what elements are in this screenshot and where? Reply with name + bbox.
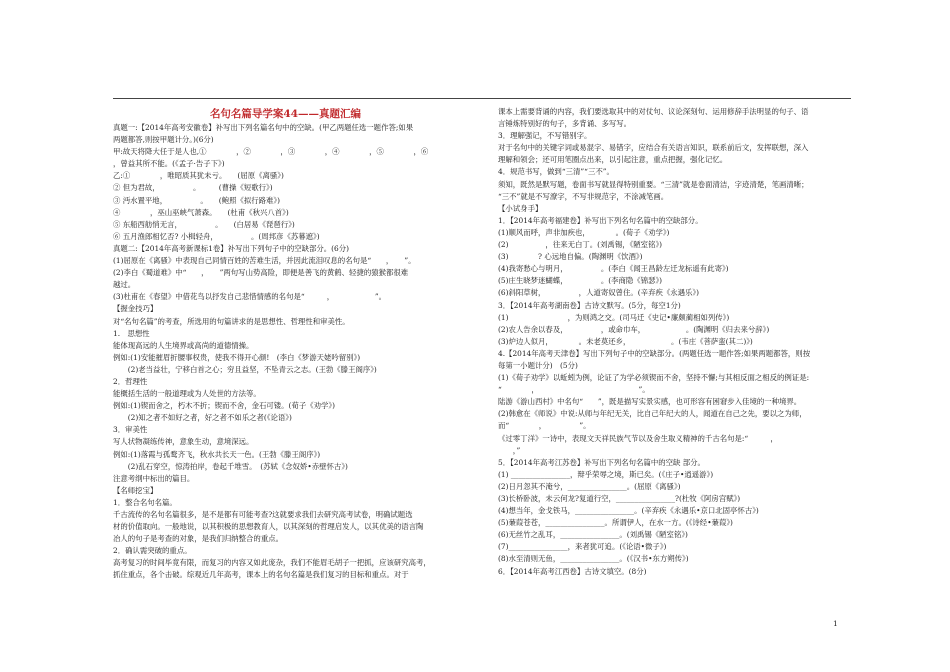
text-line: 2．确认需突破的重点。 bbox=[113, 546, 192, 556]
text-line: 对于名句中的关键字词或易混字、易错字，应结合有关语言知识，联系前后文，发挥联想，深入 bbox=[498, 143, 809, 153]
right-lines bbox=[498, 106, 853, 578]
page-number: 1 bbox=[833, 619, 838, 628]
text-line: 陆游《游山西村》中名句“ ”，既是描写实景实感，也可形容有困窘步入佳境的一种境界。 bbox=[498, 397, 802, 407]
text-line: “三不”就是不写潦字，不写非规范字，不涂减笔画。 bbox=[498, 191, 669, 201]
text-line: (3)杜甫在《春望》中借花鸟以抒发自己悲惜情感的名句是“ ， ”。 bbox=[113, 292, 387, 302]
text-line: 6．【2014年高考江西卷】古诗文填空。(8分) bbox=[498, 566, 647, 576]
text-line: 3．【2014年高考湖南卷】古诗文默写。(5分，每空1分) bbox=[498, 300, 681, 310]
text-line: 写人状物凝练传神，意象生动，意境深远。 bbox=[113, 437, 254, 447]
text-line: (3) ? 心远地自偏。(陶渊明《饮酒》) bbox=[498, 252, 643, 262]
text-line: (3)长桥卧波，未云何龙?复道行空，________________?(杜牧《阿房宫赋》) bbox=[498, 494, 741, 503]
text-line: 4．规范书写，做到“三清”“三不”。 bbox=[498, 167, 614, 177]
text-line: 抓住重点，各个击破。综观近几年高考，课本上的名句名篇是我们复习的目标和重点。对于 bbox=[113, 570, 409, 580]
text-line: 两题都答,则按甲题计分。)(6分) bbox=[113, 135, 214, 145]
text-line: ⑥ 五月渔郎相忆否? 小楫轻舟， 。(周邦彦《苏幕遮》) bbox=[113, 231, 320, 241]
text-line: (8)水至清则无鱼，________________。(《汉书•东方朔传》) bbox=[498, 554, 689, 564]
text-line: ，” bbox=[498, 445, 521, 455]
text-line: 高考复习的时间毕竟有限，而复习的内容又如此庞杂，我们不能眉毛胡子一把抓，应该研究高考， bbox=[113, 558, 431, 568]
text-line: 千古流传的名句名篇很多，是不是都有可能考查?这就要求我们去研究高考试卷，明确试题选 bbox=[113, 510, 413, 519]
text-line: 乙:① ，唯昭质其犹未亏。 (屈原《离骚》) bbox=[113, 171, 284, 181]
text-line: 1．【2014年高考福建卷】补写出下列名句名篇中的空缺部分。 bbox=[498, 215, 703, 225]
text-line: (4)想当年，金戈铁马，________________。(辛弃疾《永遇乐•京口北固亭怀古》) bbox=[498, 506, 759, 516]
text-line: (7)________________，来者犹可追。(《论语•微子》) bbox=[498, 542, 667, 552]
text-line: 2．哲理性 bbox=[113, 376, 148, 386]
text-line: ② 但为君故， 。 (曹操《短歌行》) bbox=[113, 183, 273, 193]
text-line: 课本上需要背诵的内容，我们要选取其中的对仗句、议论深刻句、运用修辞手法明显的句子、语 bbox=[498, 107, 809, 116]
text-line: 4.【2014年高考天津卷】写出下列句子中的空缺部分。(两题任选一题作答;如果两题都答，则按 bbox=[498, 348, 811, 358]
text-line: (6)无丝竹之乱耳，________________。(刘禹锡《陋室铭》) bbox=[498, 530, 688, 540]
text-line: 须知，既然是默写题，卷面书写就显得特别重要。“三清”就是卷面清洁，字迹清楚，笔画清晰； bbox=[498, 179, 809, 189]
text-line: (5)庄生晓梦迷蝴蝶， 。(李商隐《锦瑟》) bbox=[498, 276, 663, 286]
text-line: (1)屈原在《离骚》中表现自己同情百姓的苦难生活，并因此流泪叹息的名句是“ ， ”。 bbox=[113, 256, 416, 266]
text-line: 例如:(1)安能摧眉折腰事权贵，使我不得开心颜! (李白《梦游天姥吟留别》) bbox=[113, 352, 361, 362]
document-title: 名句名篇导学案44——真题汇编 bbox=[209, 108, 362, 120]
text-line: 真题一:【2014年高考安徽卷】补写出下列名篇名句中的空缺。(甲乙两题任选一题作答;如果 bbox=[113, 123, 414, 132]
text-line: 《过零丁洋》一诗中，表现文天祥民族气节以及舍生取义精神的千古名句是:“ ， bbox=[498, 433, 778, 443]
text-line: 注意考纲中标出的篇目。 bbox=[113, 473, 195, 483]
text-line: (2)农人告余以春及， ，或命巾车， 。(陶渊明《归去来兮辞》) bbox=[498, 324, 770, 334]
text-line: (2) ，往来无白丁。(刘禹锡，《陋室铭》) bbox=[498, 240, 663, 250]
text-line: (2)老当益壮，宁移白首之心；穷且益坚，不坠青云之志。(王勃《滕王阁序》) bbox=[113, 364, 377, 374]
text-line: (1)《荀子劝学》以蚯蚓为例，论证了为学必须锲而不舍，坚持不懈;与其相反面之相反的例证是: bbox=[498, 373, 810, 383]
text-line: 能概括生活的一般道理或为人处世的方法等。 bbox=[113, 389, 261, 399]
text-line: 每第一小题计分) (5分) bbox=[498, 360, 578, 370]
text-line: (1) ________________，辩乎荣辱之境，斯已矣。(《庄子•逍遥游》) bbox=[498, 469, 714, 479]
text-line: 理解和领会；还可用笔圈点出来，以引起注意，重点把握，强化记忆。 bbox=[498, 155, 728, 165]
text-line: 1．整合名句名篇。 bbox=[113, 497, 177, 507]
text-line: 材的价值取向。一般地说，以其积极的思想教育人，以其深刻的哲理启发人，以其优美的语言陶 bbox=[113, 522, 424, 532]
text-line: (2)乱石穿空，惊涛拍岸，卷起千堆雪。 (苏轼《念奴娇•赤壁怀古》) bbox=[113, 461, 348, 471]
text-line: 对“名句名篇”的考查，所选用的句篇讲求的是思想性、哲理性和审美性。 bbox=[113, 316, 350, 326]
text-line: ③ 沔水置平地， 。 (鲍照《拟行路难》) bbox=[113, 195, 281, 205]
text-line: ，曾益其所不能。(《孟子·告子下》) bbox=[113, 159, 225, 169]
text-line: (5)蒹葭苍苍，________________。所谓伊人，在水一方。(《诗经•蒹葭》) bbox=[498, 518, 733, 528]
text-line: 甲:故天将降大任于是人也,① ，② ，③ ，④ ，⑤ ，⑥ bbox=[113, 147, 429, 157]
text-line: 【名师挖宝】 bbox=[113, 485, 158, 495]
text-line: 能体现高远的人生境界或高尚的道德情操。 bbox=[113, 340, 254, 350]
text-line: (1)顺风而呼，声非加疾也， 。(荀子《劝学》) bbox=[498, 227, 670, 237]
left-column bbox=[113, 106, 458, 582]
text-line: 1. 思想性 bbox=[113, 328, 150, 338]
left-lines bbox=[113, 122, 458, 582]
right-column bbox=[498, 106, 853, 578]
text-line: 3．审美性 bbox=[113, 425, 148, 435]
text-line: (4)我寄愁心与明月， 。(李白《闻王昌龄左迁龙标遥有此寄》) bbox=[498, 264, 729, 274]
text-line: 【小试身手】 bbox=[498, 203, 543, 213]
text-line: (2)日月忽其不淹兮，________________。(屈原《离骚》) bbox=[498, 481, 681, 491]
text-line: 冶人的句子是考查的对象，是我们归纳整合的重点。 bbox=[113, 534, 283, 544]
text-line: 言锤炼特别好的句子，多背诵、多写写。 bbox=[498, 119, 632, 129]
text-line: ⑤ 东船西舫悄无言， 。 (白居易《琵琶行》) bbox=[113, 219, 295, 229]
text-line: (6)斜阳草树， ，人道寄奴曾住。(辛弃疾《永遇乐》) bbox=[498, 288, 699, 298]
text-line: (2)李白《蜀道难》中“ ， ”两句写山势高险，即便是善飞的黄鹤、轻捷的猿猴都很难 bbox=[113, 268, 409, 278]
text-line: 【握金技巧】 bbox=[113, 304, 158, 314]
text-line: 例如:(1)落霞与孤鹜齐飞，秋水共长天一色。(王勃《滕王阁序》) bbox=[113, 449, 321, 459]
text-line: 真题二:【2014年高考新课标1卷】补写出下列句子中的空缺部分。(6分) bbox=[113, 243, 350, 253]
text-line: 3．理解强记，不写错别字。 bbox=[498, 131, 592, 141]
text-line: (2)知之者不如好之者，好之者不如乐之者(《论语》) bbox=[113, 413, 292, 423]
text-line: (2)韩愈在《师说》中说:从师与年纪无关，比自己年纪大的人，闻道在自己之先，要以之为师， bbox=[498, 409, 807, 419]
text-line: 5．【2014年高考江苏卷】补写出下列名句名篇中的空缺 部分。 bbox=[498, 457, 705, 467]
text-line: “ ， ”。 bbox=[498, 385, 650, 395]
header-rule bbox=[113, 98, 851, 99]
text-line: 例如:(1)锲而舍之，朽木不折；锲而不舍，金石可镂。(荀子《劝学》) bbox=[113, 401, 335, 411]
text-line: ④ ，巫山巫峡气萧森。 (杜甫《秋兴八首》) bbox=[113, 207, 289, 217]
text-line: 越过。 bbox=[113, 280, 136, 290]
text-line: (3)炉边人似月， 。未老莫还乡， 。(韦庄《菩萨蛮(其二)》) bbox=[498, 336, 753, 346]
text-line: (1) ，为则鸿之交。(司马迁《史记•廉颇蔺相如列传》) bbox=[498, 312, 730, 322]
text-line: 而“ ， ”。 bbox=[498, 421, 591, 431]
